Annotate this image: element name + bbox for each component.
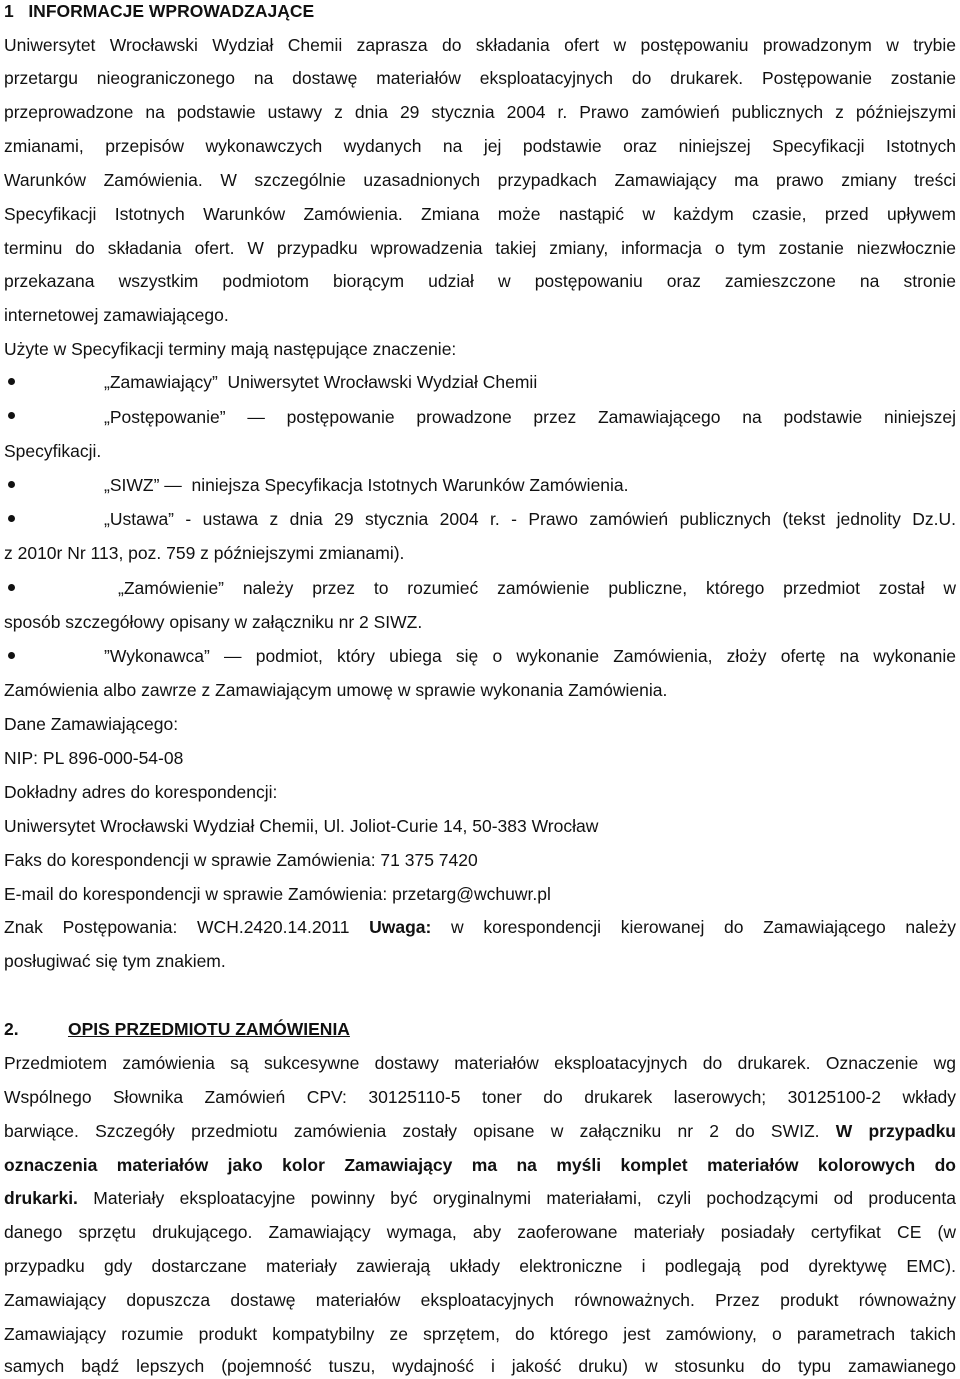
intro-line: Uniwersytet Wrocławski Wydział Chemii zaprasza do składania ofert w postępowaniu prowadzonym w trybie [4, 35, 956, 55]
definition-zamawiajacy: „Zamawiający” Uniwersytet Wrocławski Wydział Chemii [104, 372, 538, 392]
section-2-line: Przedmiotem zamówienia są sukcesywne dostawy materiałów eksploatacyjnych do drukarek. Oznaczenie wg [4, 1053, 956, 1073]
section-2-line [4, 1118, 956, 1144]
bullet-icon [8, 515, 15, 522]
contact-heading: Dane Zamawiającego: [4, 714, 179, 734]
contact-email: E-mail do korespondencji w sprawie Zamówienia: przetarg@wchuwr.pl [4, 884, 551, 904]
definition-siwz: „SIWZ” — niniejsza Specyfikacja Istotnych Warunków Zamówienia. [104, 475, 629, 495]
note-label: Uwaga: [369, 917, 432, 937]
intro-line: Specyfikacji Istotnych Warunków Zamówienia. Zmiana może nastąpić w każdym czasie, przed upływem [4, 204, 956, 224]
section-2-text: Materiały eksploatacyjne powinny być oryginalnymi materiałami, czyli pochodzącymi od producenta [77, 1188, 956, 1208]
intro-line: zmianami, przepisów wykonawczych wydanych na jej podstawie oraz niniejszej Specyfikacji Istotnych [4, 136, 956, 156]
terms-intro: Użyte w Specyfikacji terminy mają następujące znaczenie: [4, 339, 457, 359]
section-2-line: Zamawiający dopuszcza dostawę materiałów eksploatacyjnych równoważnych. Przez produkt równoważny [4, 1290, 956, 1310]
intro-line: przekazana wszystkim podmiotom biorącym udział w postępowaniu oraz zamieszczone na stronie [4, 271, 956, 291]
case-number: Znak Postępowania: WCH.2420.14.2011 [4, 917, 370, 937]
bullet-icon [8, 481, 15, 488]
note-text: w korespondencji kierowanej do Zamawiającego należy [431, 917, 956, 937]
section-2-line: Wspólnego Słownika Zamówień CPV: 30125110-5 toner do drukarek laserowych; 30125100-2 wkłady [4, 1087, 956, 1107]
section-2-bold-text: W przypadku [835, 1121, 956, 1141]
section-2-line: przypadku gdy dostarczane materiały zawierają układy elektroniczne i podlegają pod dyrektywę EMC). [4, 1256, 956, 1276]
section-2-text: barwiące. Szczegóły przedmiotu zamówienia zostały opisane w załączniku nr 2 do SWIZ. [4, 1121, 836, 1141]
section-1-heading: 1 INFORMACJE WPROWADZAJĄCE [4, 1, 315, 21]
definition-ustawa: „Ustawa” - ustawa z dnia 29 stycznia 2004 r. - Prawo zamówień publicznych (tekst jednolity Dz.U. [104, 509, 956, 529]
definition-zamowienie-cont: sposób szczegółowy opisany w załączniku nr 2 SIWZ. [4, 612, 423, 632]
case-number-line [4, 914, 956, 940]
intro-line: Warunków Zamówienia. W szczególnie uzasadnionych przypadkach Zamawiający ma prawo zmiany treści [4, 170, 956, 190]
section-2-line: Zamawiający rozumie produkt kompatybilny ze sprzętem, do którego jest zamówiony, o parametrach takich [4, 1324, 956, 1344]
note-text-cont: posługiwać się tym znakiem. [4, 951, 226, 971]
bullet-icon [8, 412, 15, 419]
definition-postepowanie-cont: Specyfikacji. [4, 441, 102, 461]
intro-line: przeprowadzone na podstawie ustawy z dnia 29 stycznia 2004 r. Prawo zamówień publicznych z późniejszymi [4, 102, 956, 122]
section-2-bold-line: oznaczenia materiałów jako kolor Zamawiający ma na myśli komplet materiałów kolorowych do [4, 1155, 956, 1175]
section-2-title: OPIS PRZEDMIOTU ZAMÓWIENIA [68, 1019, 350, 1039]
section-2-line: danego sprzętu drukującego. Zamawiający wymaga, aby zaoferowane materiały posiadały certyfikat CE (w [4, 1222, 956, 1242]
intro-line: internetowej zamawiającego. [4, 305, 229, 325]
bullet-icon [8, 652, 15, 659]
intro-line: terminu do składania ofert. W przypadku wprowadzenia takiej zmiany, informacja o tym zostanie niezwłocznie [4, 238, 956, 258]
section-2-heading [4, 1016, 956, 1042]
contact-address: Uniwersytet Wrocławski Wydział Chemii, Ul. Joliot-Curie 14, 50-383 Wrocław [4, 816, 599, 836]
definition-ustawa-cont: z 2010r Nr 113, poz. 759 z późniejszymi zmianami). [4, 543, 405, 563]
definition-postepowanie: „Postępowanie” — postępowanie prowadzone przez Zamawiającego na podstawie niniejszej [104, 407, 956, 427]
contact-fax: Faks do korespondencji w sprawie Zamówienia: 71 375 7420 [4, 850, 478, 870]
definition-wykonawca: ”Wykonawca” — podmiot, który ubiega się o wykonanie Zamówienia, złoży ofertę na wykonanie [104, 646, 956, 666]
section-2-line: samych bądź lepszych (pojemność tuszu, wydajność i jakość druku) w stosunku do typu zamawianego [4, 1356, 956, 1376]
contact-address-label: Dokładny adres do korespondencji: [4, 782, 278, 802]
definition-wykonawca-cont: Zamówienia albo zawrze z Zamawiającym umowę w sprawie wykonania Zamówienia. [4, 680, 668, 700]
bullet-icon [8, 584, 15, 591]
section-2-line [4, 1185, 956, 1211]
definition-zamowienie: „Zamówienie” należy przez to rozumieć zamówienie publiczne, którego przedmiot został w [118, 578, 956, 598]
bullet-icon [8, 378, 15, 385]
intro-line: przetargu nieograniczonego na dostawę materiałów eksploatacyjnych do drukarek. Postępowanie zostanie [4, 68, 956, 88]
section-2-bold-text: drukarki. [4, 1188, 78, 1208]
contact-nip: NIP: PL 896-000-54-08 [4, 748, 184, 768]
section-2-number: 2. [4, 1019, 19, 1039]
